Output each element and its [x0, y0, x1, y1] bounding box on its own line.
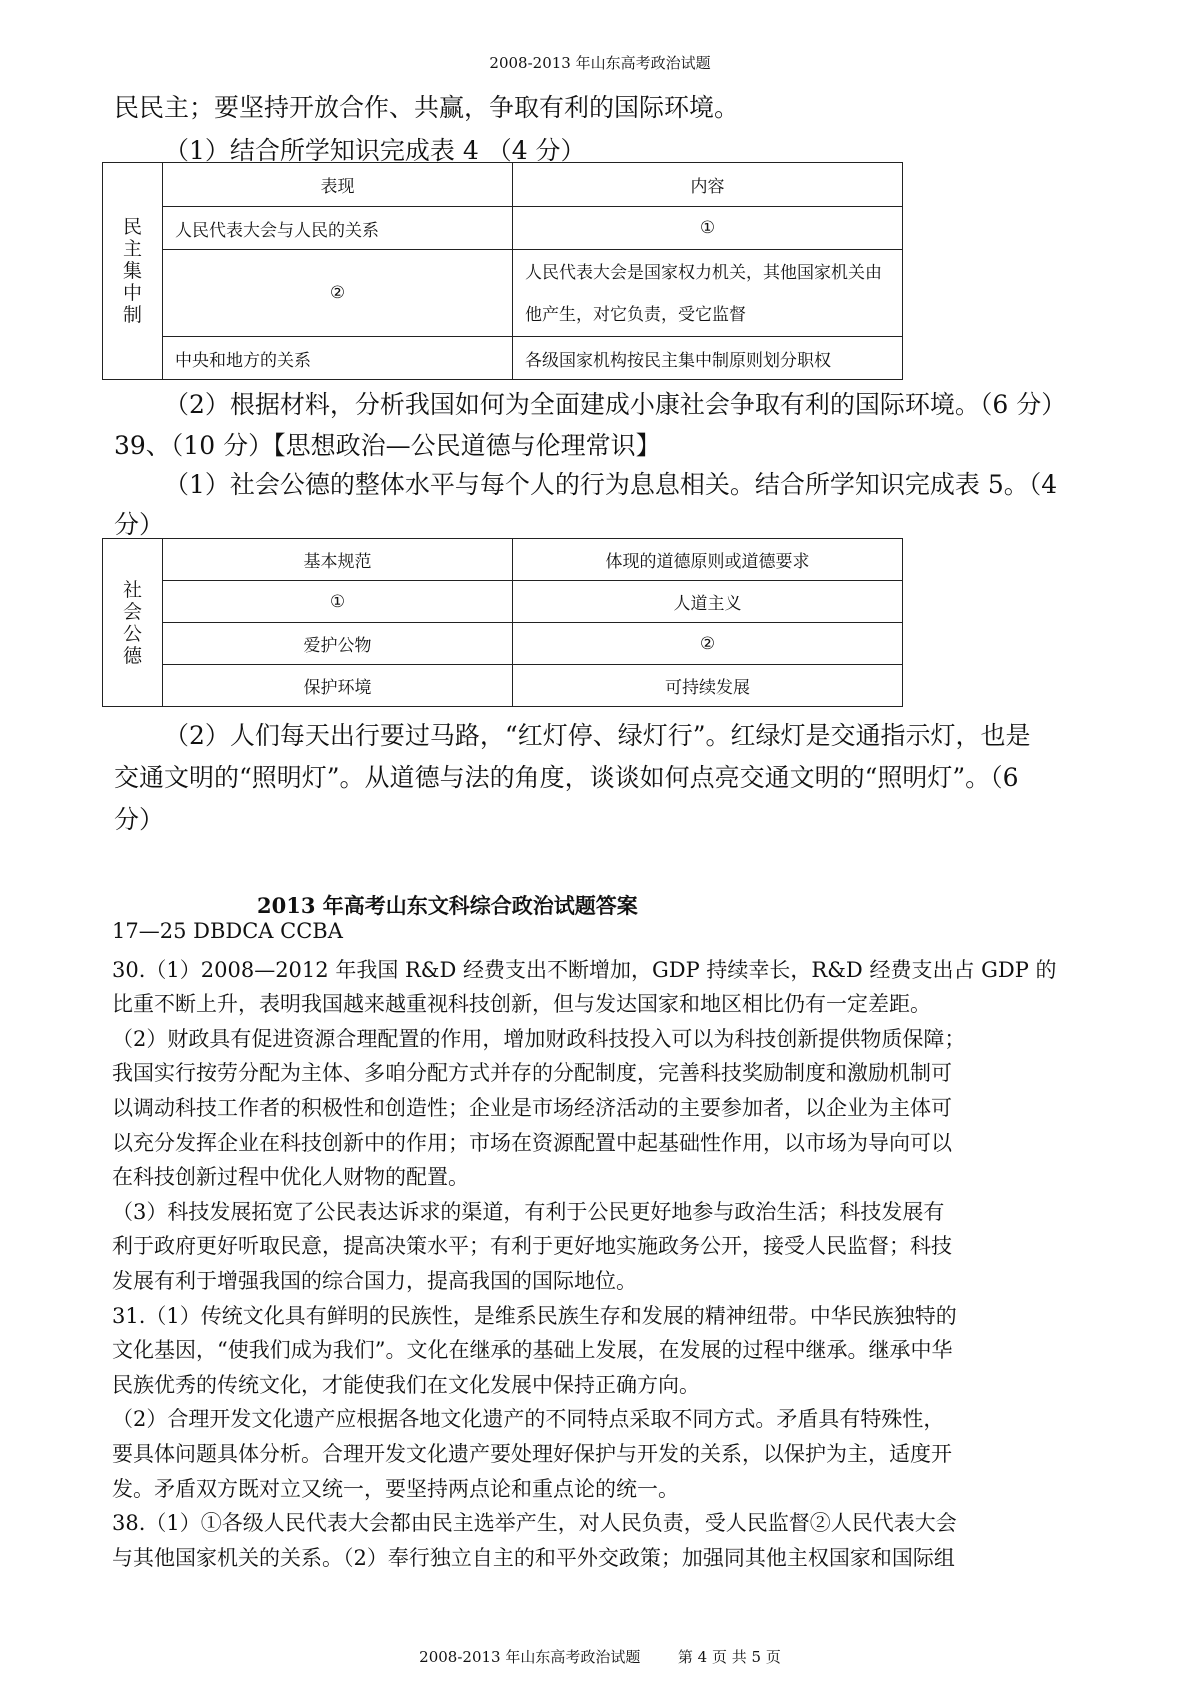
table-4	[102, 162, 903, 380]
table-header-cell: 体现的道德原则或道德要求	[513, 539, 903, 581]
answer-line: 比重不断上升，表明我国越来越重视科技创新，但与发达国家和地区相比仍有一定差距。	[112, 992, 931, 1017]
question-38-1: （1）结合所学知识完成表 4 （4 分）	[164, 136, 586, 165]
table-cell: 中央和地方的关系	[163, 337, 513, 380]
table-cell: ①	[513, 207, 903, 250]
table5-side-label: 社会公德	[103, 539, 163, 707]
answer-line: 38.（1）①各级人民代表大会都由民主选举产生，对人民负责，受人民监督②人民代表大会	[112, 1511, 957, 1536]
answer-line: 以调动科技工作者的积极性和创造性；企业是市场经济活动的主要参加者，以企业为主体可	[112, 1096, 952, 1120]
answer-line: 30.（1）2008—2012 年我国 R&D 经费支出不断增加，GDP 持续幸长，R&D 经费支出占 GDP 的	[112, 957, 1057, 982]
table-5	[102, 538, 903, 707]
page-number: 第 4 页 共 5 页	[677, 1648, 781, 1666]
answer-line: 发展有利于增强我国的综合国力，提高我国的国际地位。	[112, 1269, 637, 1293]
table-header-cell: 内容	[513, 163, 903, 207]
question-39-2-line3: 分）	[114, 805, 165, 834]
answer-line: 要具体问题具体分析。合理开发文化遗产要处理好保护与开发的关系，以保护为主，适度开	[112, 1442, 952, 1466]
question-39-2-line1: （2）人们每天出行要过马路，“红灯停、绿灯行”。红绿灯是交通指示灯，也是	[164, 721, 1031, 750]
answer-line: 我国实行按劳分配为主体、多咱分配方式并存的分配制度，完善科技奖励制度和激励机制可	[112, 1061, 952, 1086]
table-cell: 人民代表大会与人民的关系	[163, 207, 513, 250]
table-cell: 爱护公物	[163, 623, 513, 665]
page-footer	[0, 1646, 1200, 1667]
table-row	[103, 623, 903, 665]
answer-line: 利于政府更好听取民意，提高决策水平；有利于更好地实施政务公开，接受人民监督；科技	[112, 1234, 952, 1259]
table-row	[103, 207, 903, 250]
answer-line: （3）科技发展拓宽了公民表达诉求的渠道，有利于公民更好地参与政治生活；科技发展有	[112, 1199, 945, 1224]
answer-line: 17—25 DBDCA CCBA	[112, 919, 343, 943]
question-39-1-line2: 分）	[114, 510, 165, 539]
answer-line: （2）财政具有促进资源合理配置的作用，增加财政科技投入可以为科技创新提供物质保障；	[112, 1026, 966, 1051]
question-39-1-line1: （1）社会公德的整体水平与每个人的行为息息相关。结合所学知识完成表 5。（4	[164, 470, 1058, 499]
question-39-title: 39、（10 分）【思想政治—公民道德与伦理常识】	[114, 431, 661, 460]
text-line: 民民主；要坚持开放合作、共赢，争取有利的国际环境。	[114, 93, 740, 122]
table-cell: ②	[163, 250, 513, 337]
answer-line: 与其他国家机关的关系。（2）奉行独立自主的和平外交政策；加强同其他主权国家和国际组	[112, 1545, 955, 1570]
table-cell: 保护环境	[163, 665, 513, 707]
answer-line: 以充分发挥企业在科技创新中的作用；市场在资源配置中起基础性作用，以市场为导向可以	[112, 1130, 952, 1155]
table-cell: ②	[513, 623, 903, 665]
table-cell: 各级国家机构按民主集中制原则划分职权	[513, 337, 903, 380]
table-row	[103, 581, 903, 623]
page-header	[0, 52, 1200, 73]
answer-line: 民族优秀的传统文化，才能使我们在文化发展中保持正确方向。	[112, 1372, 700, 1397]
answer-line: 文化基因，“使我们成为我们”。文化在继承的基础上发展，在发展的过程中继承。继承中华	[112, 1338, 953, 1363]
answers-title: 2013 年高考山东文科综合政治试题答案	[257, 893, 638, 918]
table-cell: 人道主义	[513, 581, 903, 623]
table-row	[103, 665, 903, 707]
question-39-2-line2: 交通文明的“照明灯”。从道德与法的角度，谈谈如何点亮交通文明的“照明灯”。（6	[114, 763, 1019, 792]
table-cell: 可持续发展	[513, 665, 903, 707]
table-row	[103, 250, 903, 337]
table-header-cell: 表现	[163, 163, 513, 207]
table-cell: ①	[163, 581, 513, 623]
table-header-cell: 基本规范	[163, 539, 513, 581]
table4-side-label: 民主集中制	[103, 163, 163, 380]
question-38-2: （2）根据材料，分析我国如何为全面建成小康社会争取有利的国际环境。（6 分）	[164, 390, 1067, 419]
answer-line: 在科技创新过程中优化人财物的配置。	[112, 1165, 469, 1190]
footer-title: 2008-2013 年山东高考政治试题	[419, 1648, 641, 1666]
answer-line: 31.（1）传统文化具有鲜明的民族性，是维系民族生存和发展的精神纽带。中华民族独特的	[112, 1303, 957, 1328]
header-title: 2008-2013 年山东高考政治试题	[489, 54, 711, 72]
table-cell: 人民代表大会是国家权力机关，其他国家机关由他产生，对它负责，受它监督	[513, 250, 903, 337]
table-row	[103, 337, 903, 380]
answer-line: （2）合理开发文化遗产应根据各地文化遗产的不同特点采取不同方式。矛盾具有特殊性，	[112, 1407, 945, 1432]
answer-line: 发。矛盾双方既对立又统一，要坚持两点论和重点论的统一。	[112, 1476, 679, 1501]
